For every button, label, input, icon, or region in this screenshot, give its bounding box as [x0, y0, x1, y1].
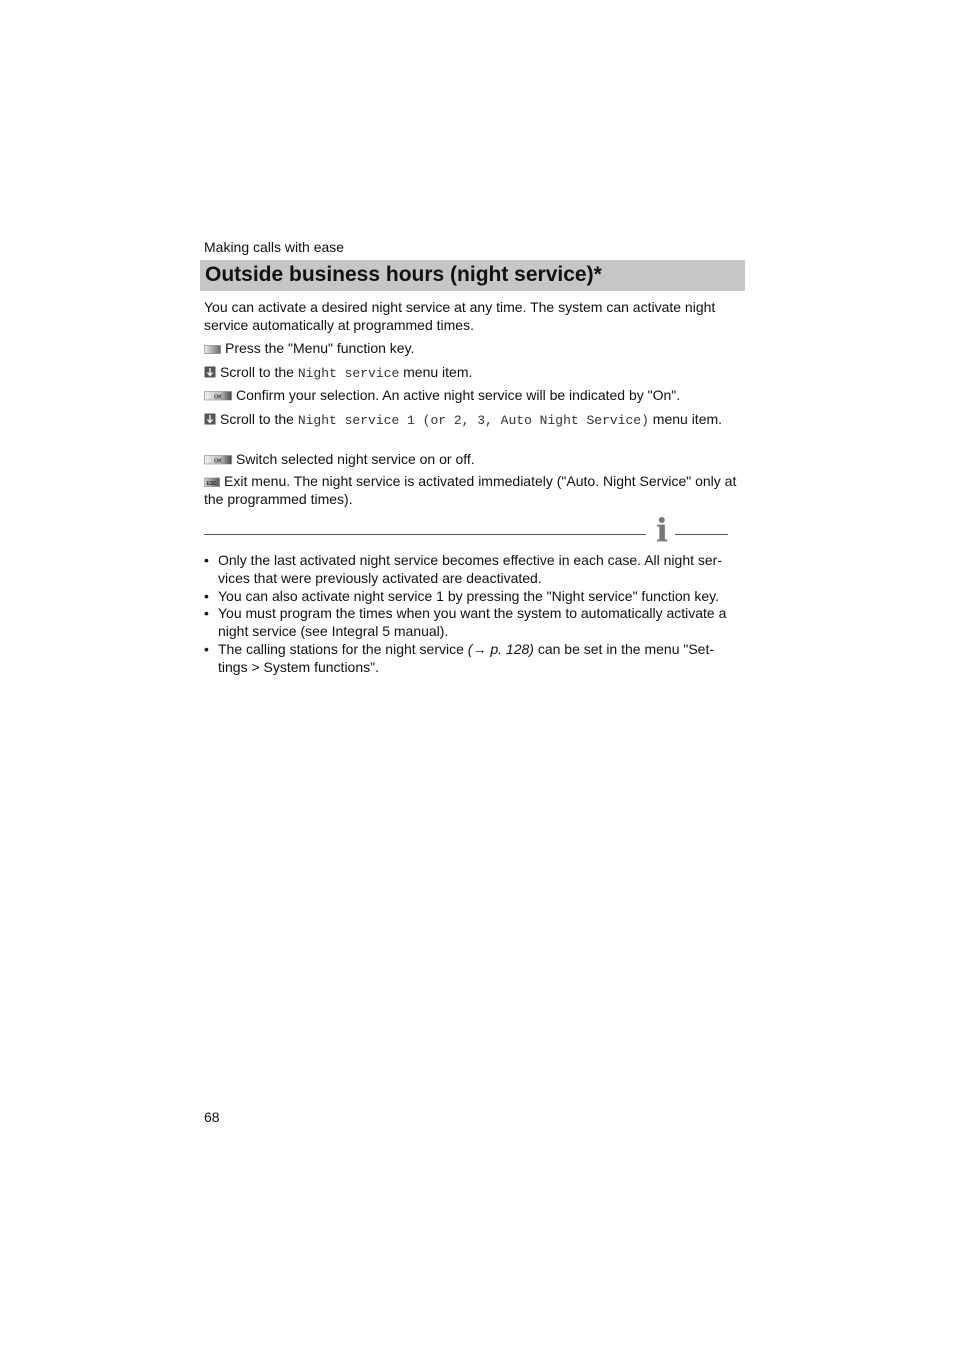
esc-key-icon: [204, 477, 220, 487]
step-text-pre: Scroll to the: [220, 364, 298, 380]
list-item: [204, 605, 740, 641]
list-item: [204, 641, 740, 677]
note-text: You must program the times when you want the system to automatically activate a night service (see Integral 5 manual).: [218, 605, 727, 640]
bullet: •: [204, 605, 209, 622]
note-text-post: can be set in the menu "Set-tings > System functions".: [218, 640, 715, 675]
bullet: •: [204, 640, 209, 657]
page-number: 68: [204, 1109, 220, 1125]
esc-label: ESC: [206, 480, 217, 487]
page-reference-link[interactable]: (→ p. 128): [467, 640, 534, 657]
ok-key-icon: [204, 390, 232, 401]
step-text-post: menu item.: [399, 364, 473, 380]
note-text: You can also activate night service 1 by pressing the "Night service" function key.: [218, 587, 719, 604]
step-switch: [204, 451, 744, 469]
info-divider-right: [675, 534, 728, 535]
step-scroll-night-service: [204, 364, 744, 383]
info-glyph: i: [655, 513, 669, 543]
note-text-pre: The calling stations for the night service: [218, 640, 468, 657]
ok-label: OK: [214, 394, 223, 401]
notes-list: [204, 552, 740, 677]
scroll-arrow-icon: [204, 413, 216, 425]
menu-key-icon: [204, 344, 221, 354]
menu-item-code: Night service 1 (or 2, 3, Auto Night Service): [297, 413, 649, 428]
step-text: Confirm your selection. An active night service will be indicated by "On".: [236, 387, 681, 403]
info-icon: [650, 513, 674, 548]
ok-key-icon: [204, 454, 232, 465]
menu-item-code: Night service: [297, 366, 400, 381]
bullet: •: [204, 552, 209, 568]
step-text: Switch selected night service on or off.: [236, 451, 475, 467]
step-scroll-night-service-number: [204, 411, 744, 430]
page-title: Outside business hours (night service)*: [205, 263, 602, 286]
step-menu: [204, 340, 744, 358]
step-confirm: [204, 387, 744, 405]
note-text: Only the last activated night service becomes effective in each case. All night ser-vices that were previously activated are deactivated.: [218, 552, 722, 586]
step-text: Exit menu. The night service is activated immediately ("Auto. Night Service" only at the programmed times).: [204, 473, 737, 507]
page-header: Making calls with ease: [204, 239, 345, 255]
intro-paragraph: You can activate a desired night service at any time. The system can activate night service automatically at programmed times.: [204, 299, 716, 333]
info-divider-left: [204, 534, 646, 535]
step-text-post: menu item.: [648, 411, 723, 427]
step-text: Press the "Menu" function key.: [225, 340, 415, 356]
title-bar: [200, 260, 745, 291]
list-item: [204, 588, 740, 606]
ok-label: OK: [214, 458, 223, 465]
scroll-arrow-icon: [204, 366, 216, 378]
bullet: •: [204, 587, 209, 604]
list-item: [204, 552, 740, 588]
step-text-pre: Scroll to the: [220, 411, 298, 427]
step-exit: [204, 473, 744, 508]
